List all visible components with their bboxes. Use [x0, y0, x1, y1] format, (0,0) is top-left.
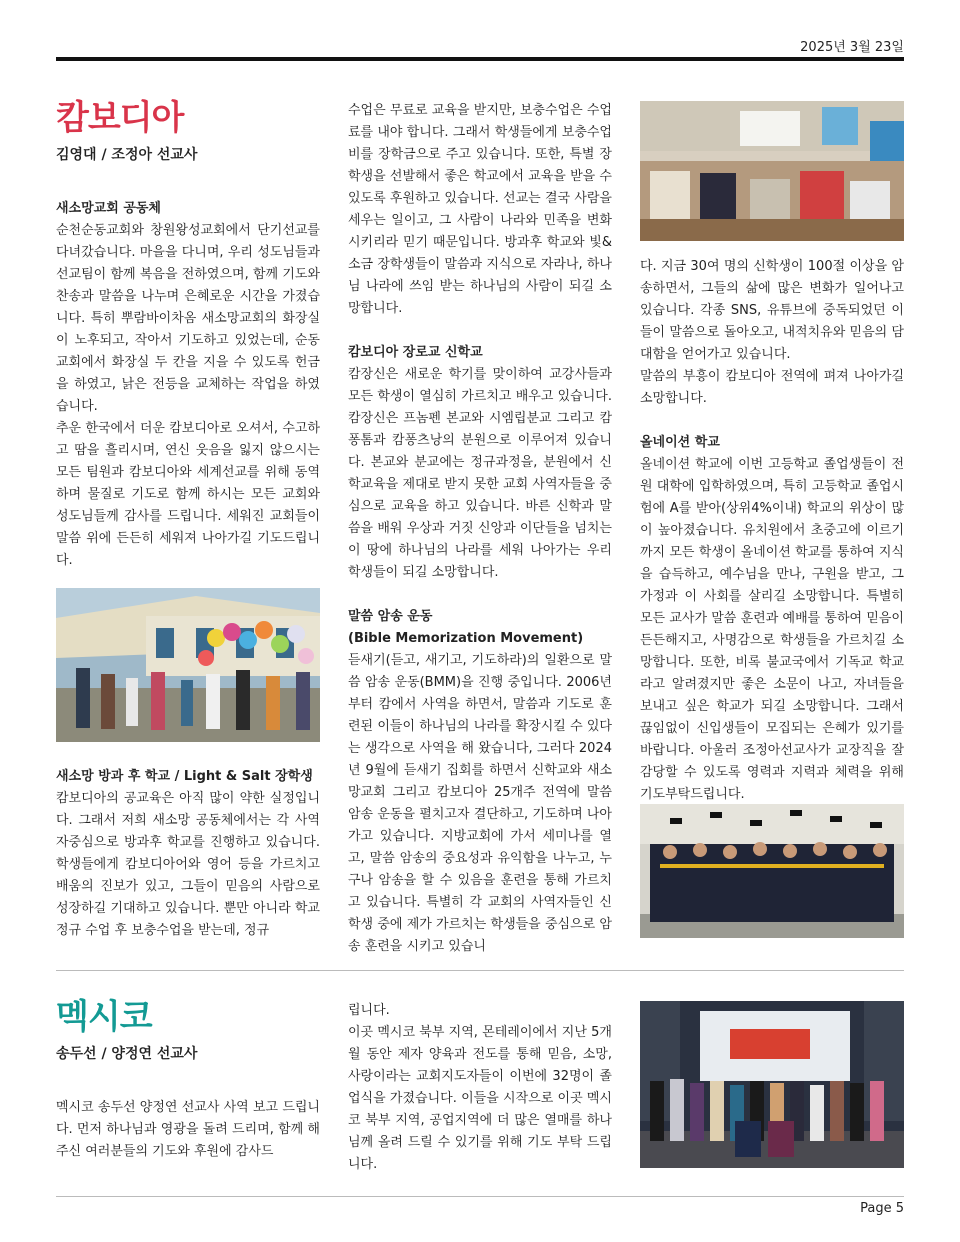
photo-children-balloons	[56, 588, 320, 742]
paragraph: 립니다.	[348, 1003, 390, 1018]
paragraph: 말씀의 부흥이 캄보디아 전역에 펴져 나아가길 소망합니다.	[640, 369, 904, 406]
paragraph: 이곳 멕시코 북부 지역, 몬테레이에서 지난 5개월 동안 제자 양육과 전도를 통해 믿음, 소망, 사랑이라는 교회지도자들이 이번에 32명이 졸업식을 가졌습니다. 이들을 시작으로 이곳 멕시코 북부 지역, 공업지역에 더 많은 열매를 하나님께 올려 드릴 수 있기를 위해 기도 부탁 드립니다.	[348, 1025, 612, 1172]
cambodia-title: 캄보디아	[56, 98, 184, 138]
section-heading-afterschool: 새소망 방과 후 학교 / Light & Salt 장학생	[56, 769, 313, 784]
footer-rule	[56, 1196, 904, 1197]
section-heading-seminary: 캄보디아 장로교 신학교	[348, 345, 483, 360]
cambodia-missionaries: 김영대 / 조정아 선교사	[56, 147, 198, 163]
section-heading-saesomang-church: 새소망교회 공동체	[56, 201, 161, 216]
photo-graduation	[640, 804, 904, 938]
photo-mexico-graduation	[640, 1001, 904, 1168]
paragraph: 멕시코 송두선 양정연 선교사 사역 보고 드립니다. 먼저 하나님과 영광을 돌려 드리며, 함께 해주신 여러분들의 기도와 후원에 감사드	[56, 1100, 320, 1159]
paragraph: 추운 한국에서 더운 캄보디아로 오셔서, 수고하고 땀을 흘리시며, 연신 웃음을 잃지 않으시는 모든 팀원과 캄보디아와 세계선교를 위해 동역하며 물질로 기도로 함께 하시는 모든 교회와 성도님들께 감사를 드립니다. 세워진 교회들이 말씀 위에 든든히 세워져 나아가길 기도드립니다.	[56, 421, 320, 568]
paragraph: 다. 지금 30여 명의 신학생이 100절 이상을 암송하면서, 그들의 삶에 많은 변화가 일어나고 있습니다. 각종 SNS, 유튜브에 중독되었던 이들이 말씀으로 돌아오고, 내적치유와 믿음의 담대함을 얻어가고 있습니다.	[640, 259, 904, 362]
page-date: 2025년 3월 23일	[800, 40, 904, 55]
section-divider	[56, 970, 904, 971]
cambodia-column-1-lower	[56, 766, 320, 942]
cambodia-column-3	[640, 256, 904, 806]
cambodia-column-1	[56, 98, 320, 572]
photo-seminary-classroom	[640, 101, 904, 241]
cambodia-column-2	[348, 100, 612, 958]
page-number: Page 5	[860, 1201, 904, 1216]
section-heading-bible-memorization: 말씀 암송 운동	[348, 609, 433, 624]
mexico-title: 멕시코	[56, 997, 152, 1037]
paragraph: 캄장신은 새로운 학기를 맞이하여 교강사들과 모든 학생이 열심히 가르치고 배우고 있습니다. 캄장신은 프놈펜 본교와 시엠립분교 그리고 캄퐁톰과 캄퐁츠낭의 분원으로 이루어져 있습니다. 본교와 분교에는 정규과정을, 분원에서 신학교육을 제대로 받지 못한 교회 사역자들을 중심으로 교육을 하고 있습니다. 바른 신학과 말씀을 배워 우상과 거짓 신앙과 이단들을 넘치는 이 땅에 하나님의 나라를 세워 나아가는 우리 학생들이 되길 소망합니다.	[348, 367, 612, 580]
mexico-column-1	[56, 997, 320, 1163]
paragraph: 수업은 무료로 교육을 받지만, 보충수업은 수업료를 내야 합니다. 그래서 학생들에게 보충수업비를 장학금으로 주고 있습니다. 또한, 특별 장학생을 선발해서 좋은 학교에서 교육을 받을 수 있도록 후원하고 있습니다. 선교는 결국 사람을 세우는 일이고, 그 사람이 나라와 민족을 변화시키리라 믿기 때문입니다. 방과후 학교와 빛&소금 장학생들이 말씀과 지식으로 자라나, 하나님 나라에 쓰임 받는 하나님의 사람이 되길 소망합니다.	[348, 103, 612, 316]
paragraph: 듣새기(듣고, 새기고, 기도하라)의 일환으로 말씀 암송 운동(BMM)을 진행 중입니다. 2006년부터 캄에서 사역을 하면서, 말씀과 기도로 훈련된 이들이 하나님의 나라를 확장시킬 수 있다는 생각으로 사역을 해 왔습니다, 그러다 2024년 9월에 듣새기 집회를 하면서 신학교와 새소망교회 그리고 캄보디아 25개주 전역에 말씀 암송 운동을 펼치고자 결단하고, 기도하며 나아가고 있습니다. 지방교회에 가서 세미나를 열고, 말씀 암송의 중요성과 유익함을 나누고, 누구나 암송을 할 수 있음을 훈련을 통해 가르치고 있습니다. 특별히 각 교회의 사역자들인 신학생 중에 제가 가르치는 학생들을 중심으로 암송 훈련을 시키고 있습니	[348, 653, 612, 954]
paragraph: 올네이션 학교에 이번 고등학교 졸업생들이 전원 대학에 입학하였으며, 특히 고등학교 졸업시험에 A를 받아(상위4%이내) 학교의 위상이 많이 높아졌습니다. 유치원에서 초중고에 이르기까지 모든 학생이 올네이션 학교를 통하여 지식을 습득하고, 예수님을 만나, 구원을 받고, 그 가정과 이 사회를 살리길 소망합니다. 특별히 모든 교사가 말씀 훈련과 예배를 통하여 믿음이 든든해지고, 사명감으로 학생들을 가르치길 소망합니다. 또한, 비록 불교국에서 기독교 학교라고 알려졌지만 좋은 소문이 나고, 자녀들을 보내고 싶은 학교가 되길 소망합니다. 그래서 끊임없이 신입생들이 모집되는 은혜가 있기를 바랍니다. 아울러 조정아선교사가 교장직을 잘 감당할 수 있도록 영력과 지력과 체력을 위해 기도부탁드립니다.	[640, 457, 904, 802]
top-rule	[56, 57, 904, 61]
mexico-column-2	[348, 1000, 612, 1176]
paragraph: 캄보디아의 공교육은 아직 많이 약한 실정입니다. 그래서 저희 새소망 공동체에서는 각 사역자중심으로 방과후 학교를 진행하고 있습니다. 학생들에게 캄보디아어와 영어 등을 가르치고 배움의 진보가 있고, 그들이 믿음의 사람으로 성장하길 기대하고 있습니다. 뿐만 아니라 학교 정규 수업 후 보충수업을 받는데, 정규	[56, 791, 320, 938]
section-heading-bible-memorization-en: (Bible Memorization Movement)	[348, 631, 584, 646]
section-heading-all-nation-school: 올네이션 학교	[640, 435, 720, 450]
mexico-missionaries: 송두선 / 양정연 선교사	[56, 1046, 198, 1062]
paragraph: 순천순동교회와 창원왕성교회에서 단기선교를 다녀갔습니다. 마을을 다니며, 우리 성도님들과 선교팀이 함께 복음을 전하였으며, 함께 기도와 찬송과 말씀을 나누며 은혜로운 시간을 가졌습니다. 특히 뿌람바이차옴 새소망교회의 화장실이 노후되고, 작아서 기도하고 있었는데, 순동교회에서 화장실 두 칸을 지을 수 있도록 헌금을 하였고, 낡은 전등을 교체하는 작업을 하였습니다.	[56, 223, 320, 414]
